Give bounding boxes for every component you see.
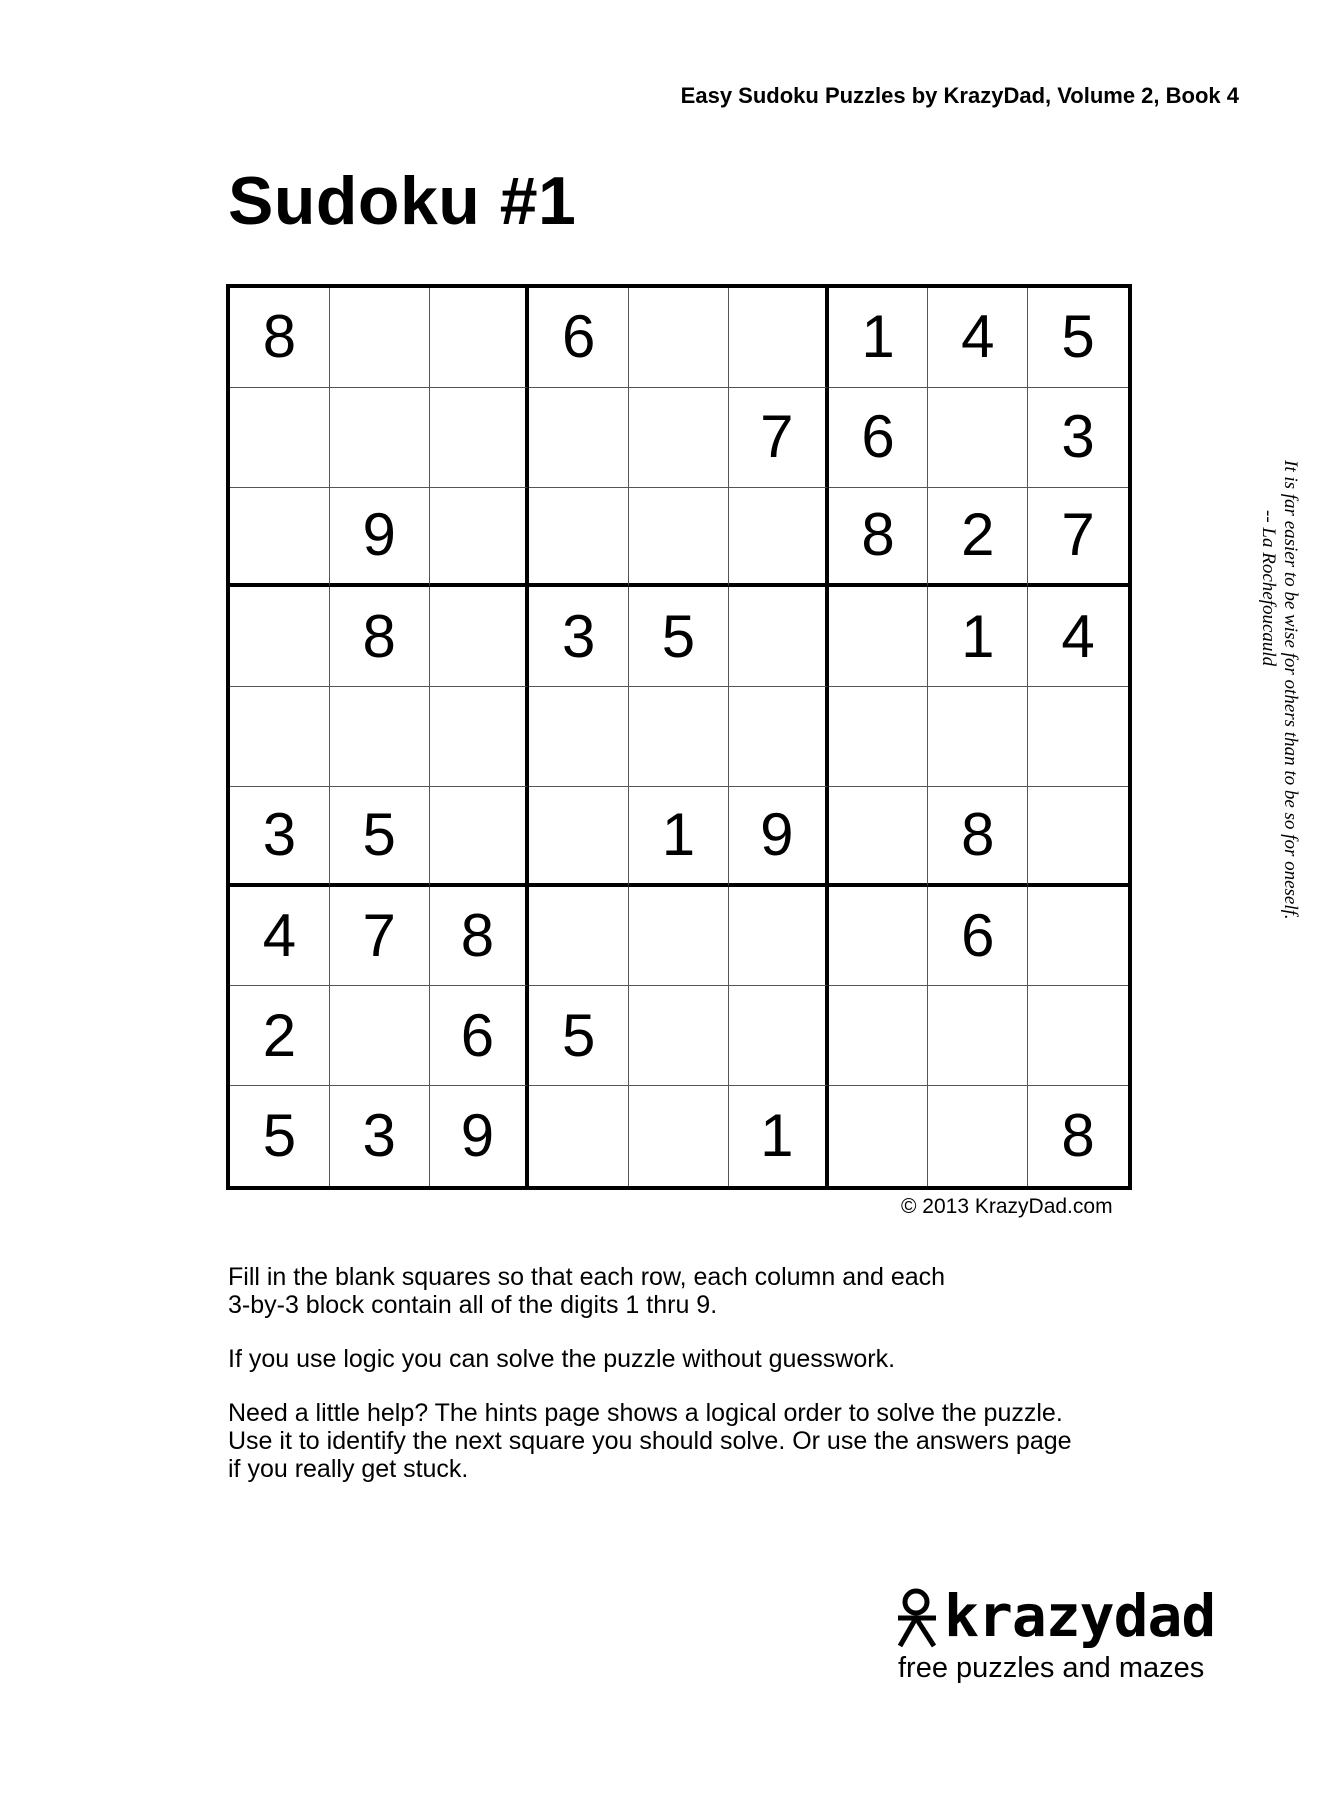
sudoku-cell[interactable]: [230, 587, 330, 687]
sudoku-cell: 3: [529, 587, 629, 687]
instructions-paragraph-1: [228, 1263, 1208, 1319]
sudoku-cell: 5: [529, 986, 629, 1086]
sudoku-cell[interactable]: [230, 388, 330, 488]
sudoku-cell[interactable]: [430, 488, 530, 588]
sudoku-cell[interactable]: [629, 288, 729, 388]
instructions-line: if you really get stuck.: [228, 1455, 469, 1483]
sudoku-cell: 1: [729, 1086, 829, 1186]
sudoku-cell[interactable]: [529, 687, 629, 787]
sudoku-cell: 4: [230, 887, 330, 987]
sudoku-cell[interactable]: [829, 687, 929, 787]
sudoku-cell: 4: [1028, 587, 1128, 687]
sudoku-cell[interactable]: [928, 687, 1028, 787]
sudoku-cell[interactable]: [330, 687, 430, 787]
sudoku-cell[interactable]: [529, 1086, 629, 1186]
sudoku-cell[interactable]: [1028, 787, 1128, 887]
sudoku-cell[interactable]: [629, 488, 729, 588]
sudoku-cell[interactable]: [430, 787, 530, 887]
sudoku-cell[interactable]: [629, 687, 729, 787]
sudoku-cell[interactable]: [928, 388, 1028, 488]
krazydad-face-icon: [896, 1588, 940, 1655]
sudoku-cell: 3: [230, 787, 330, 887]
series-title: Easy Sudoku Puzzles by KrazyDad, Volume 2, Book 4: [680, 83, 1239, 108]
sudoku-cell[interactable]: [829, 887, 929, 987]
sudoku-cell: 8: [829, 488, 929, 588]
sudoku-cell[interactable]: [330, 986, 430, 1086]
sudoku-cell[interactable]: [1028, 986, 1128, 1086]
sudoku-cell[interactable]: [430, 687, 530, 787]
sudoku-cell[interactable]: [729, 587, 829, 687]
quote-text: It is far easier to be wise for others than to be so for oneself.: [1280, 460, 1301, 920]
krazydad-logo: [896, 1582, 1236, 1712]
sudoku-cell[interactable]: [629, 1086, 729, 1186]
sudoku-cell: 5: [1028, 288, 1128, 388]
sudoku-cell[interactable]: [529, 388, 629, 488]
sudoku-cell[interactable]: [729, 887, 829, 987]
sudoku-cell[interactable]: [529, 887, 629, 987]
sudoku-cell[interactable]: [529, 787, 629, 887]
sudoku-cell: 8: [230, 288, 330, 388]
sudoku-cell: 9: [430, 1086, 530, 1186]
sudoku-cell: 2: [928, 488, 1028, 588]
instructions-line: Use it to identify the next square you should solve. Or use the answers page: [228, 1427, 1072, 1455]
sudoku-cell: 1: [829, 288, 929, 388]
side-quote: [1229, 460, 1301, 1020]
sudoku-cell[interactable]: [430, 388, 530, 488]
sudoku-cell[interactable]: [629, 887, 729, 987]
sudoku-cell[interactable]: [829, 986, 929, 1086]
sudoku-cell[interactable]: [629, 388, 729, 488]
sudoku-grid: [226, 284, 1132, 1190]
sudoku-cell: 3: [1028, 388, 1128, 488]
sudoku-cell[interactable]: [430, 587, 530, 687]
sudoku-cell: 5: [230, 1086, 330, 1186]
copyright-notice: © 2013 KrazyDad.com: [901, 1195, 1113, 1218]
sudoku-cell: 6: [928, 887, 1028, 987]
quote-author: -- La Rochefoucauld: [1258, 510, 1279, 667]
sudoku-cell[interactable]: [729, 687, 829, 787]
sudoku-cell: 6: [829, 388, 929, 488]
sudoku-cell[interactable]: [629, 986, 729, 1086]
sudoku-cell[interactable]: [1028, 887, 1128, 987]
instructions-paragraph-3: [228, 1399, 1208, 1483]
sudoku-cell: 8: [330, 587, 430, 687]
instructions-line: Need a little help? The hints page shows a logical order to solve the puzzle.: [228, 1399, 1063, 1427]
sudoku-cell[interactable]: [829, 587, 929, 687]
sudoku-cell: 3: [330, 1086, 430, 1186]
sudoku-cell: 7: [330, 887, 430, 987]
logo-wordmark: krazydad: [944, 1582, 1216, 1650]
sudoku-cell: 7: [1028, 488, 1128, 588]
sudoku-cell[interactable]: [729, 288, 829, 388]
sudoku-cell[interactable]: [928, 1086, 1028, 1186]
sudoku-cell: 9: [330, 488, 430, 588]
sudoku-cell[interactable]: [1028, 687, 1128, 787]
sudoku-cell[interactable]: [928, 986, 1028, 1086]
sudoku-cell: 9: [729, 787, 829, 887]
instructions-line: Fill in the blank squares so that each row, each column and each: [228, 1263, 946, 1291]
sudoku-cell: 8: [430, 887, 530, 987]
sudoku-cell[interactable]: [529, 488, 629, 588]
instructions: [228, 1263, 1208, 1509]
sudoku-cell: 6: [430, 986, 530, 1086]
sudoku-cell: 5: [629, 587, 729, 687]
logo-tagline: free puzzles and mazes: [898, 1652, 1205, 1684]
sudoku-cell[interactable]: [330, 288, 430, 388]
sudoku-cell[interactable]: [829, 1086, 929, 1186]
sudoku-cell: 5: [330, 787, 430, 887]
sudoku-cell: 6: [529, 288, 629, 388]
sudoku-cell: 8: [928, 787, 1028, 887]
instructions-paragraph-2: [228, 1345, 1208, 1373]
sudoku-cell: 1: [629, 787, 729, 887]
sudoku-cell[interactable]: [729, 986, 829, 1086]
sudoku-cell[interactable]: [729, 488, 829, 588]
page-title: Sudoku #1: [228, 163, 577, 239]
sudoku-cell[interactable]: [829, 787, 929, 887]
sudoku-cell[interactable]: [230, 488, 330, 588]
sudoku-cell: 4: [928, 288, 1028, 388]
sudoku-cell: 2: [230, 986, 330, 1086]
sudoku-cell[interactable]: [430, 288, 530, 388]
sudoku-cell: 7: [729, 388, 829, 488]
sudoku-cell[interactable]: [330, 388, 430, 488]
sudoku-cell: 1: [928, 587, 1028, 687]
sudoku-cell[interactable]: [230, 687, 330, 787]
instructions-line: If you use logic you can solve the puzzle without guesswork.: [228, 1345, 896, 1373]
sudoku-cell: 8: [1061, 1102, 1095, 1170]
instructions-line: 3-by-3 block contain all of the digits 1 thru 9.: [228, 1291, 718, 1319]
